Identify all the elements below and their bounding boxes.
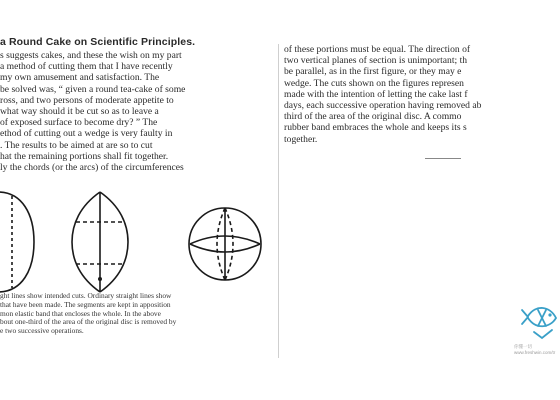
watermark-line-2: www.freshwin.com/tr (514, 350, 556, 355)
fish-logo-icon (520, 296, 560, 342)
paragraph-line: ross, and two persons of moderate appetite to (0, 94, 174, 106)
article-title: a Round Cake on Scientific Principles. (0, 36, 196, 48)
paragraph-line: a method of cutting them that I have recently (0, 61, 173, 73)
watermark-text (514, 344, 560, 356)
paragraph-line: together. (284, 133, 318, 145)
paragraph-line: of exposed surface to become dry? ” The (0, 117, 158, 129)
paragraph-line: what way should it be cut so as to leave a (0, 106, 159, 118)
paragraph-line: . The results to be aimed at are so to cut (0, 139, 153, 151)
paragraph-line: be parallel, as in the first figure, or they may e (284, 66, 462, 78)
paragraph-line: be solved was, “ given a round tea-cake of some (0, 83, 186, 95)
paragraph-line: ethod of cutting out a wedge is very faulty in (0, 128, 173, 140)
figure-3-disc (189, 208, 261, 280)
figure-1-disc (0, 192, 34, 292)
caption-line: e two successive operations. (0, 327, 84, 336)
caption-line: bout one-third of the area of the original disc is removed by (0, 318, 177, 327)
paragraph-line: of these portions must be equal. The direction of (284, 44, 471, 55)
column-divider (278, 44, 279, 358)
paragraph-line: wedge. The cuts shown on the figures represen (284, 77, 464, 89)
caption-line: ght lines show intended cuts. Ordinary straight lines show (0, 292, 172, 300)
paragraph-line: s suggests cakes, and these the wish on my part (0, 50, 182, 61)
paragraph-line: ly the chords (or the arcs) of the circumferences (0, 162, 184, 174)
paragraph-line: made with the intention of letting the cake last f (284, 88, 468, 100)
paragraph-line: rubber band embraces the whole and keeps its s (284, 122, 467, 134)
figures-illustration (0, 188, 276, 296)
section-end-rule (425, 158, 461, 159)
watermark-line-1: 你懂一切 (514, 344, 532, 349)
cake-cutting-figures (0, 188, 276, 296)
figure-caption (0, 292, 272, 336)
paragraph-line: hat the remaining portions shall fit together. (0, 150, 169, 162)
paragraph-line: days, each successive operation having removed ab (284, 100, 482, 112)
left-column-text (0, 50, 272, 173)
caption-line: that have been made. The segments are kept in apposition (0, 300, 171, 309)
watermark-logo (520, 296, 560, 342)
paragraph-line: third of the area of the original disc. A commo (284, 111, 462, 123)
caption-line: mon elastic band that encloses the whole. In the above (0, 309, 161, 318)
paragraph-line: two vertical planes of section is unimportant; th (284, 55, 468, 67)
paragraph-line: my own amusement and satisfaction. The (0, 72, 160, 84)
right-column-text (284, 44, 560, 145)
